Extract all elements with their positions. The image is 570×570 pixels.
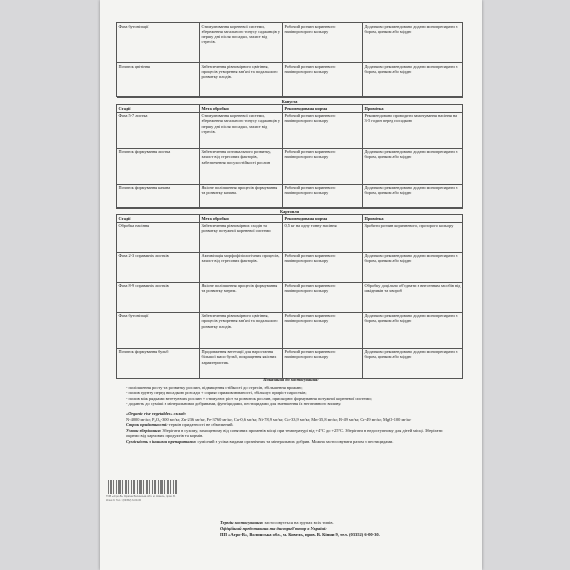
cell-stage: Фаза 5-7 листка [117, 112, 200, 148]
cell-stage: Початок цвітіння [117, 63, 200, 97]
cell-rate: Робочий розчин кориневого напівпрозорого кольору [283, 23, 363, 63]
cell-note: Додатково рекомендовано додати монопрепарати з бором, цинком або міддю [363, 252, 463, 282]
usage-notes [126, 377, 456, 445]
treatment-table-continuation [116, 22, 463, 97]
usage-term-label: Термін застосування: [220, 520, 264, 525]
cell-note: Зробити розчин коричневого, прозорого кольору [363, 222, 463, 252]
footer-block [220, 520, 482, 537]
header-goal: Мета обробки [200, 105, 283, 112]
cell-note: Додатково рекомендовано додати монопрепарати з бором, цинком або міддю [363, 184, 463, 208]
treatment-table-cabbage [116, 97, 463, 209]
cell-stage: Початок формування бульб [117, 348, 200, 378]
cell-note: Додатково рекомендовано додати монопрепарати з бором, цинком або міддю [363, 312, 463, 348]
cell-stage: Фаза бутонізації [117, 312, 200, 348]
header-rate: Рекомендована норма [283, 105, 363, 112]
cell-rate: Робочий розчин кориневого напівпрозорого кольору [283, 282, 363, 312]
cell-note: Обробку доцільно об'єднати з внесенням засобів від шкідників та хвороб [363, 282, 463, 312]
cell-note: Додатково рекомендовано додати монопрепарати з бором, цинком або міддю [363, 348, 463, 378]
barcode-block [106, 480, 180, 514]
cell-note: Додатково рекомендовано додати монопрепарати з бором, цинком або міддю [363, 148, 463, 184]
cell-stage: Початок формування качана [117, 184, 200, 208]
cell-goal: Якісне поліпшення процесів формування та розвитку мереж. [200, 282, 283, 312]
cell-goal: Стимулювання кореневої системи, збереження загального тонусу саджанців у першу дні після посадки, захист від стресів. [200, 23, 283, 63]
table-row [117, 348, 463, 378]
header-note: Примітка [363, 215, 463, 222]
cell-rate: Робочий розчин кориневого напівпрозорого кольору [283, 348, 363, 378]
cell-note: Додатково рекомендовано додати монопрепарати з бором, цинком або міддю [363, 63, 463, 97]
table-row [117, 252, 463, 282]
header-note: Примітка [363, 105, 463, 112]
shelf-life-label: Строк придатності: [126, 422, 168, 428]
table-row [117, 23, 463, 63]
compatibility-text: сумісний з усіма видами органічних та мінеральних добрив. Можна застосовувати разом з пестицидами. [197, 438, 394, 444]
cell-goal: Забезпечення рівномірного цвітіння, процесів утворення зав'язі та подальшого розвитку плодів. [200, 312, 283, 348]
notes-item: - полив грунту перед висадкою розсади + сприяє приживлюваності, збільшує приріст паростків; [126, 390, 307, 396]
notes-item: - додають до суміші з мінеральними добривами, фунгіцидами, пестицидами для зменшення їх негативного впливу. [126, 401, 342, 407]
table-row [117, 282, 463, 312]
cell-goal: Забезпечення оптимального розвитку, захист від стресових факторів, забезпечення посухостійкості рослин [200, 148, 283, 184]
cell-note: Додатково рекомендовано додати монопрепарати з бором, цинком або міддю [363, 23, 463, 63]
section-title: Капуста [117, 98, 463, 105]
cell-rate: Робочий розчин кориневого напівпрозорого кольору [283, 63, 363, 97]
composition-text: N-4000 мг/кг, P₂O₅-300 мг/кг, Zn-236 мг/кг, Fe-3760 мг/кг, Cu-0,6 мг/кг, Ni-78,9 мг/кг, Co-33,9 мг/кг, Mn-35,8 мг/кг, B-49 мг/кг, Cr-49 мг/кг, MgO-100 мг/кг [126, 416, 412, 422]
composition-label: «Organic rise vegetables» склад: [126, 410, 187, 416]
table-row [117, 63, 463, 97]
table-row [117, 148, 463, 184]
cell-note: Рекомендовано проводити замочування насіння на 3-5 годин перед посадкою [363, 112, 463, 148]
cell-stage: Фаза бутонізації [117, 23, 200, 63]
cell-stage: Фаза 2-3 справжніх листків [117, 252, 200, 282]
cell-stage: Фаза 8-9 справжніх листків [117, 282, 200, 312]
cell-goal: Забезпечення рівномірних сходів та розвитку потужної кореневої системи [200, 222, 283, 252]
table-header-row [117, 215, 463, 222]
cell-rate: Робочий розчин кориневого напівпрозорого кольору [283, 184, 363, 208]
header-stage: Стадії [117, 215, 200, 222]
cell-stage: Початок формування листка [117, 148, 200, 184]
shelf-life-text: термін придатності не обмежений. [168, 422, 234, 428]
section-title: Картопля [117, 208, 463, 215]
notes-item: - поліпшення росту та розвитку рослин, підвищення стійкості до стресів, збільшення врожаю; [126, 384, 303, 390]
cell-rate: 0,5 кг на одну тонну насіння [283, 222, 363, 252]
representative-address: ПП «Агро-В», Волинська обл., м. Ковель, пров. В. Кіпни 9, тел. (03352) 6-00-30. [220, 531, 380, 537]
cell-rate: Робочий розчин кориневого напівпрозорого кольору [283, 312, 363, 348]
storage-text: Зберігати в сухому, захищеному від сонячних променів місці при температурі від +4°С до +25°С. Зберігати в недоступному для дітей місці. Зберігати окремо від харчових продуктів та кормів. [126, 427, 443, 439]
table-row [117, 184, 463, 208]
treatment-table-potato [116, 207, 463, 379]
cell-rate: Робочий розчин кориневого напівпрозорого кольору [283, 252, 363, 282]
table-row [117, 312, 463, 348]
barcode-caption: ТОВ «Агро-В» Україна Волинська обл. м. Ковель, пров. В. Кіпни 9. Тел.: (03352) 6-00-30 [106, 495, 176, 502]
table-row [117, 112, 463, 148]
notes-title: Показання до застосування: [263, 377, 319, 382]
cell-goal: Якісне поліпшення процесів формування та розвитку качана. [200, 184, 283, 208]
cell-rate: Робочий розчин кориневого напівпрозорого кольору [283, 112, 363, 148]
cell-rate: Робочий розчин кориневого напівпрозорого кольору [283, 148, 363, 184]
representative-label: Офіційний представник та дистриб'ютор в Україні: [220, 525, 327, 531]
header-goal: Мета обробки [200, 215, 283, 222]
header-stage: Стадії [117, 105, 200, 112]
cell-goal: Активізація морфофізіологічних процесів, захист від стресових факторів. [200, 252, 283, 282]
section-title-row [117, 98, 463, 105]
cell-goal: Стимулювання кореневої системи, збереження загального тонусу саджанців у першу дні після посадки, захист від стресів. [200, 112, 283, 148]
storage-label: Умови зберігання: [126, 427, 162, 433]
section-title-row [117, 208, 463, 215]
barcode-icon [106, 480, 180, 494]
cell-stage: Обробка насіння [117, 222, 200, 252]
usage-term-text: застосовується на групах всіх типів. [264, 520, 334, 525]
table-header-row [117, 105, 463, 112]
table-row [117, 222, 463, 252]
header-rate: Рекомендована норма [283, 215, 363, 222]
document-sheet [100, 0, 482, 570]
notes-item: - полив між рядками вегетуючих рослин + стимулює ріст та розвиток рослин, прискорює формування потужної кореневої системи; [126, 395, 372, 401]
compatibility-label: Сумісність з іншими препаратами: [126, 438, 197, 444]
cell-goal: Забезпечення рівномірного цвітіння, процесів утворення зав'язі та подальшого розвитку плодів. [200, 63, 283, 97]
cell-goal: Продовження вегетації для наростання більшої маси бульб, покращення якісних характеристик. [200, 348, 283, 378]
